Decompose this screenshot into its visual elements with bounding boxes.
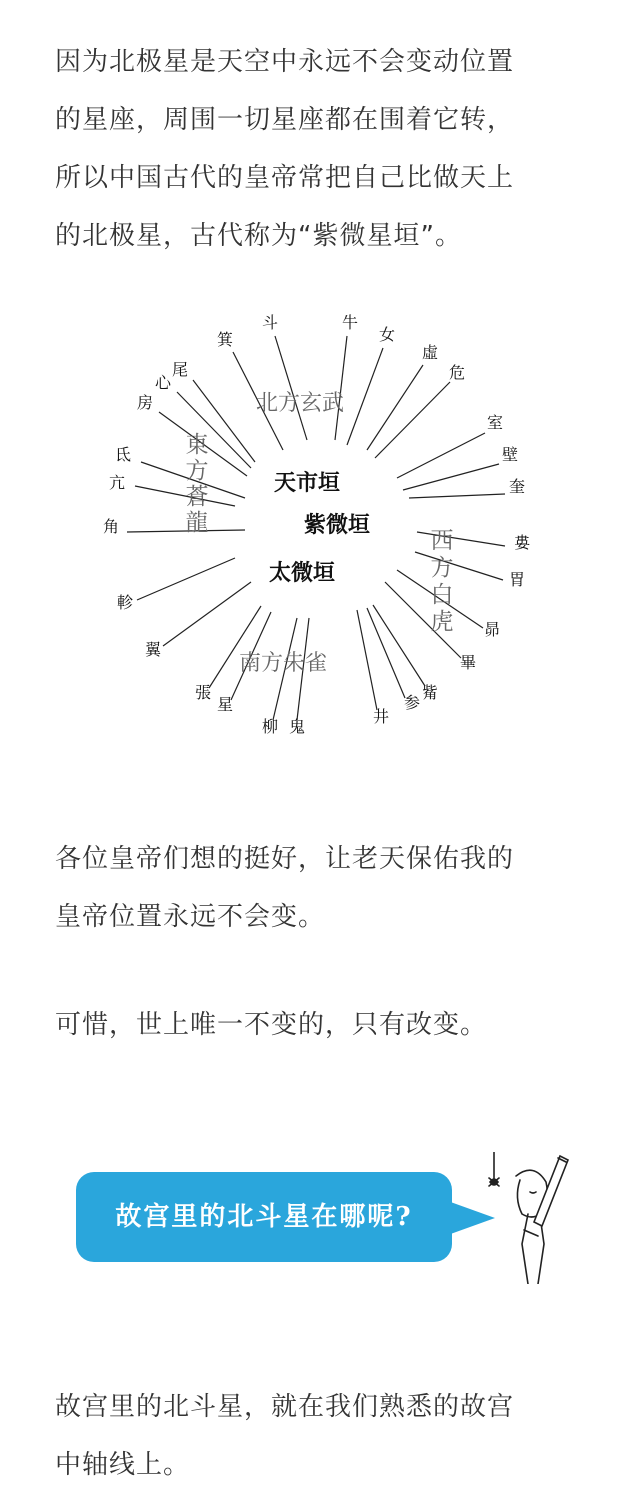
paragraph-4 (55, 1378, 595, 1494)
mansion-spoke-line (335, 336, 347, 440)
east-label-char: 東 (185, 432, 209, 458)
mansion-spoke-line (347, 348, 383, 445)
mansion-label: 軫 (116, 593, 134, 612)
west-label-char: 方 (430, 555, 454, 581)
west-direction-label (431, 528, 454, 635)
east-label-char: 方 (185, 458, 209, 484)
west-label-char: 虎 (430, 609, 454, 635)
east-label-char: 龍 (185, 510, 209, 536)
mansion-label: 壁 (501, 445, 519, 464)
text-line: 的北极星，古代称为“紫微星垣”。 (55, 221, 462, 251)
intro-paragraph (55, 33, 595, 265)
text-line: 各位皇帝们想的挺好，让老天保佑我的 (55, 844, 515, 874)
mansion-spoke-line (409, 494, 505, 498)
mansion-label: 觜 (421, 683, 439, 702)
ziwei-enclosure-label: 紫微垣 (303, 513, 371, 538)
mansion-label: 女 (378, 325, 396, 344)
mansion-label: 尾 (171, 360, 189, 379)
text-line: 中轴线上。 (55, 1450, 191, 1480)
east-label-char: 蒼 (185, 484, 209, 510)
mansion-label: 危 (448, 363, 466, 382)
mansion-spoke-line (415, 552, 503, 580)
mansion-label: 室 (486, 413, 504, 432)
text-line: 的星座，周围一切星座都在围着它转， (55, 105, 515, 135)
mansion-label: 参 (403, 693, 421, 712)
mansion-label: 翼 (144, 640, 162, 659)
mansion-label: 星 (216, 695, 234, 714)
mansion-label: 井 (372, 707, 390, 726)
text-line: 可惜，世上唯一不变的，只有改变。 (55, 1010, 488, 1040)
paragraph-2 (55, 830, 595, 946)
star-enclosure-diagram (85, 300, 555, 750)
mansion-label: 鬼 (288, 717, 306, 736)
mansion-spoke-line (373, 605, 425, 686)
mansion-label: 氐 (114, 445, 132, 464)
west-label-char: 白 (430, 582, 454, 608)
mansion-label: 畢 (459, 653, 477, 672)
mansion-label: 婁 (513, 533, 531, 552)
mansion-spoke-line (367, 608, 405, 698)
mansion-label: 昴 (483, 620, 501, 639)
mansion-label: 心 (154, 373, 172, 392)
mansion-spoke-line (137, 558, 235, 600)
mansion-label: 斗 (261, 313, 279, 332)
west-label-char: 西 (430, 528, 454, 554)
mansion-label: 房 (136, 393, 154, 412)
mansion-label: 柳 (261, 717, 279, 736)
mansion-label: 虛 (421, 343, 439, 362)
mansion-label: 箕 (216, 330, 234, 349)
speech-bubble-text: 故宫里的北斗星在哪呢? (115, 1202, 413, 1232)
mansion-spoke-line (163, 582, 251, 646)
mansion-label: 胃 (508, 570, 526, 589)
cartoon-character-icon (478, 1152, 578, 1284)
text-line: 皇帝位置永远不会变。 (55, 902, 326, 932)
south-direction-label: 南方朱雀 (238, 651, 328, 676)
text-line: 故宫里的北斗星，就在我们熟悉的故宫 (55, 1392, 515, 1422)
mansion-label: 牛 (341, 313, 359, 332)
east-direction-label (186, 432, 209, 536)
mansion-label: 亢 (108, 473, 126, 492)
mansion-label: 張 (194, 683, 212, 702)
text-line: 因为北极星是天空中永远不会变动位置 (55, 47, 515, 77)
paragraph-3 (55, 996, 595, 1054)
text-line: 所以中国古代的皇帝常把自己比做天上 (55, 163, 515, 193)
mansion-label: 奎 (508, 477, 526, 496)
tianshi-enclosure-label: 天市垣 (273, 471, 341, 496)
taiwei-enclosure-label: 太微垣 (268, 561, 336, 586)
north-direction-label: 北方玄武 (255, 391, 345, 416)
mansion-label: 角 (102, 517, 120, 536)
mansion-spoke-line (275, 336, 307, 440)
